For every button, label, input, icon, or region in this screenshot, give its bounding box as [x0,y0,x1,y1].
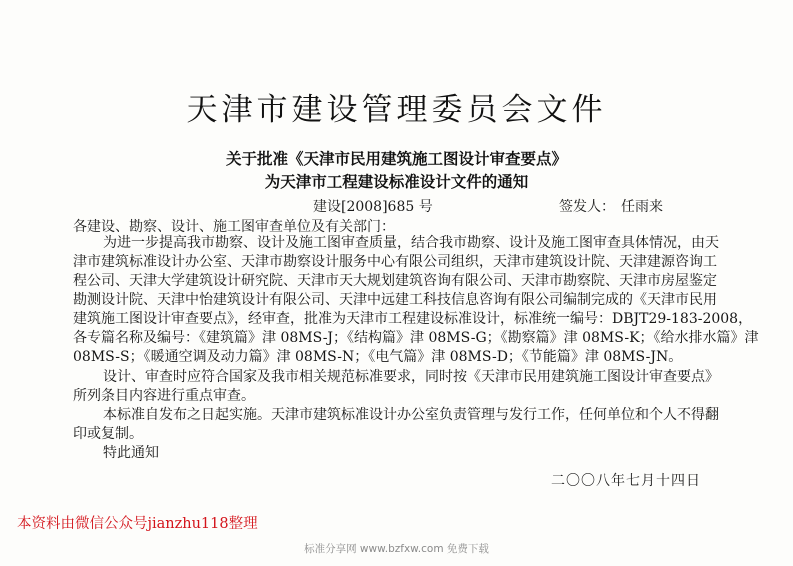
paragraph-1 [73,234,759,367]
site-footer: 标准分享网 www.bzfxw.com 免费下载 [304,543,489,555]
paragraph-2 [73,368,719,406]
paragraph-line: 程公司、天津大学建筑设计研究院、天津市天大规划建筑咨询有限公司、天津市勘察院、天津市房屋鉴定 [73,273,717,289]
document-date: 二〇〇八年七月十四日 [551,473,701,489]
paragraph-line: 津市建筑标准设计办公室、天津市勘察设计服务中心有限公司组织，天津市建筑设计院、天津建源咨询工 [73,254,717,270]
document-header: 天津市建设管理委员会文件 [186,92,607,128]
notice-title-line1: 关于批准《天津市民用建筑施工图设计审查要点》 [225,150,567,168]
paragraph-line: 本标准自发布之日起实施。天津市建筑标准设计办公室负责管理与发行工作，任何单位和个人不得翻 [103,407,719,423]
document-number: 建设[2008]685 号 [313,199,433,215]
paragraph-3 [73,406,719,444]
paragraph-line: 各专篇名称及编号：《建筑篇》津 08MS-J；《结构篇》津 08MS-G；《勘察篇》津 08MS-K；《给水排水篇》津 [73,330,759,346]
notice-title-line2: 为天津市工程建设标准设计文件的通知 [264,173,529,191]
issuer [559,196,663,216]
paragraph-line: 建筑施工图设计审查要点》，经审查，批准为天津市工程建设标准设计，标准统一编号：DBJT29-183-2008， [73,311,753,327]
issuer-name: 任雨来 [621,199,663,215]
paragraph-line: 设计、审查时应符合国家及我市相关规范标准要求，同时按《天津市民用建筑施工图设计审查要点》 [103,369,719,385]
salutation: 各建设、勘察、设计、施工图审查单位及有关部门： [73,219,395,235]
paragraph-line: 印或复制。 [73,426,143,442]
closing-text: 特此通知 [103,445,159,461]
wechat-watermark: 本资料由微信公众号jianzhu118整理 [17,516,258,532]
paragraph-line: 勘测设计院、天津中怡建筑设计有限公司、天津中远建工科技信息咨询有限公司编制完成的《天津市民用 [73,292,717,308]
closing-line [73,444,159,463]
issuer-label: 签发人： [559,199,615,215]
paragraph-line: 所列条目内容进行重点审查。 [73,388,255,404]
paragraph-line: 为进一步提高我市勘察、设计及施工图审查质量，结合我市勘察、设计及施工图审查具体情况，由天 [103,235,719,251]
paragraph-line: 08MS-S；《暖通空调及动力篇》津 08MS-N；《电气篇》津 08MS-D；《节能篇》津 08MS-JN。 [73,349,683,365]
